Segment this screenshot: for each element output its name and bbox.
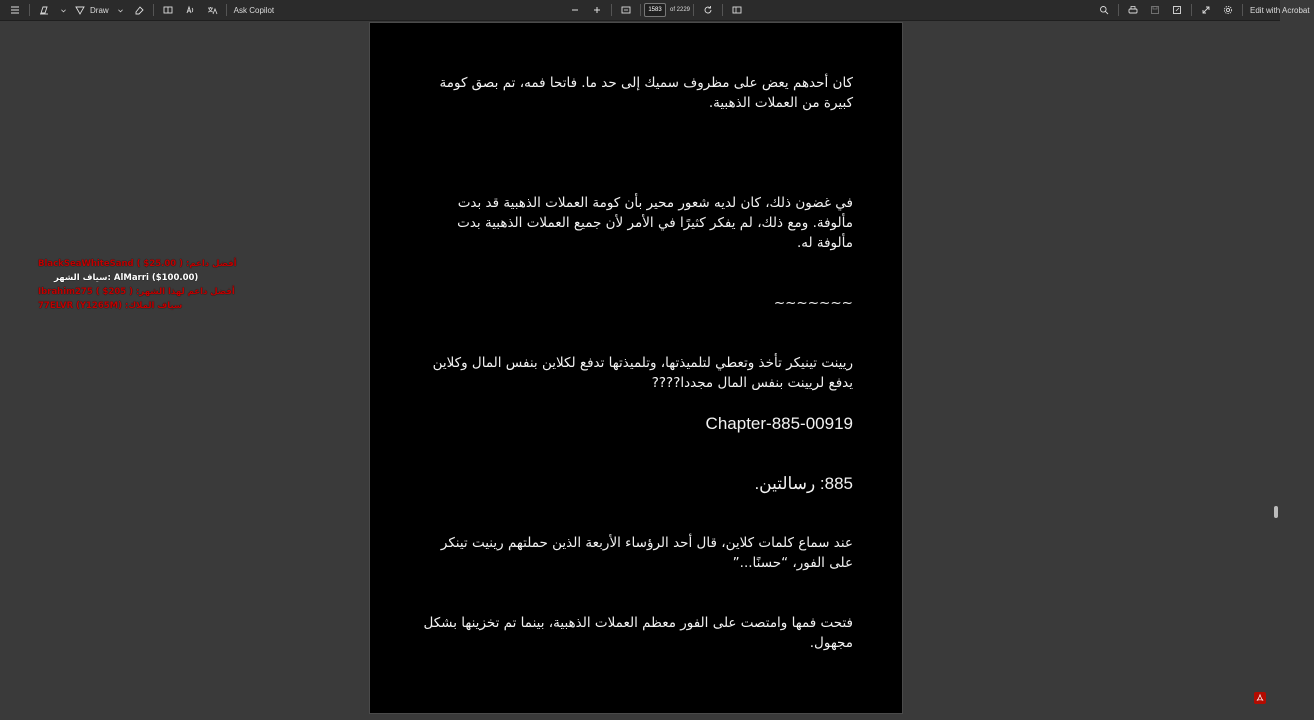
overlay-line: 77ELVR (Y1265M) :سياف الملاك (38, 301, 183, 311)
toolbar-center-group (564, 0, 748, 20)
eraser-icon[interactable] (129, 2, 149, 18)
paragraph: ريينت تينيكر تأخذ وتعطي لتلميذتها، وتلميذتها تدفع لكلاين بنفس المال وكلاين يدفع لريينت بنفس المال مجددا???? (432, 355, 853, 391)
toolbar-divider (1242, 4, 1243, 16)
two-page-icon[interactable] (727, 2, 747, 18)
toolbar-divider (640, 4, 641, 16)
toolbar-divider (693, 4, 694, 16)
toolbar-divider (1118, 4, 1119, 16)
paragraph: فتحت فمها وامتصت على الفور معظم العملات الذهبية، بينما تم تخزينها بشكل مجهول. (423, 615, 853, 651)
page-view-icon[interactable] (158, 2, 178, 18)
settings-icon[interactable] (1218, 2, 1238, 18)
overlay-line: BlackSeaWhiteSand ( $25.00 ) :أفضل داعم (38, 259, 237, 269)
toolbar-right-group (1093, 0, 1314, 20)
supporters-overlay (38, 257, 238, 313)
paragraph-separator: ~~~~~~~ (773, 295, 853, 311)
save-as-icon[interactable] (1167, 2, 1187, 18)
edit-with-acrobat-button[interactable] (1247, 2, 1313, 18)
print-icon[interactable] (1123, 2, 1143, 18)
draw-label: Draw (90, 5, 109, 15)
draw-button[interactable] (72, 2, 127, 18)
toolbar-divider (29, 4, 30, 16)
rotate-icon[interactable] (698, 2, 718, 18)
fullscreen-icon[interactable] (1196, 2, 1216, 18)
toolbar-left-group (4, 0, 278, 20)
page-total-label: of 2229 (670, 7, 691, 13)
translate-icon[interactable] (202, 2, 222, 18)
ask-copilot-label: Ask Copilot (233, 5, 275, 15)
chevron-down-icon (117, 7, 124, 14)
toolbar-divider (1191, 4, 1192, 16)
ask-copilot-button[interactable] (231, 2, 277, 18)
toolbar-divider (611, 4, 612, 16)
chevron-down-icon[interactable] (56, 2, 70, 18)
zoom-in-icon[interactable] (587, 2, 607, 18)
draw-icon (75, 5, 85, 15)
zoom-out-icon[interactable] (565, 2, 585, 18)
toolbar-divider (226, 4, 227, 16)
toolbar-divider (153, 4, 154, 16)
overlay-line: سياف الشهر: AlMarri ($100.00) (54, 273, 199, 283)
chapter-title: 885: رسالتين. (754, 474, 853, 493)
scrollbar-thumb[interactable] (1274, 506, 1278, 518)
page-number-input[interactable] (644, 3, 666, 17)
chapter-heading: Chapter-885-00919 (705, 414, 853, 433)
edit-with-acrobat-label: Edit with Acrobat (1250, 5, 1310, 15)
overlay-line: Ibrahim275 ( $205 ) :أفضل داعم لهذا الشهر (38, 287, 235, 297)
toolbar (0, 0, 1310, 21)
fit-page-icon[interactable] (616, 2, 636, 18)
highlight-icon[interactable] (34, 2, 54, 18)
acrobat-icon[interactable] (1254, 692, 1266, 704)
paragraph: عند سماع كلمات كلاين، قال أحد الرؤساء الأربعة الذين حملتهم رينيت تينكر على الفور، “حسنًا...” (440, 535, 853, 571)
search-icon[interactable] (1094, 2, 1114, 18)
paragraph: كان أحدهم يعض على مظروف سميك إلى حد ما. فاتحا فمه، تم بصق كومة كبيرة من العملات الذهبية. (439, 75, 853, 111)
save-icon[interactable] (1145, 2, 1165, 18)
list-icon[interactable] (5, 2, 25, 18)
document-page (369, 22, 903, 714)
paragraph: في غضون ذلك، كان لديه شعور محير بأن كومة العملات الذهبية قد بدت مألوفة. ومع ذلك، لم يفكر كثيرًا في الأمر لأن جميع العملات الذهبية بدت مألوفة له. (457, 195, 853, 251)
read-aloud-icon[interactable] (180, 2, 200, 18)
toolbar-divider (722, 4, 723, 16)
